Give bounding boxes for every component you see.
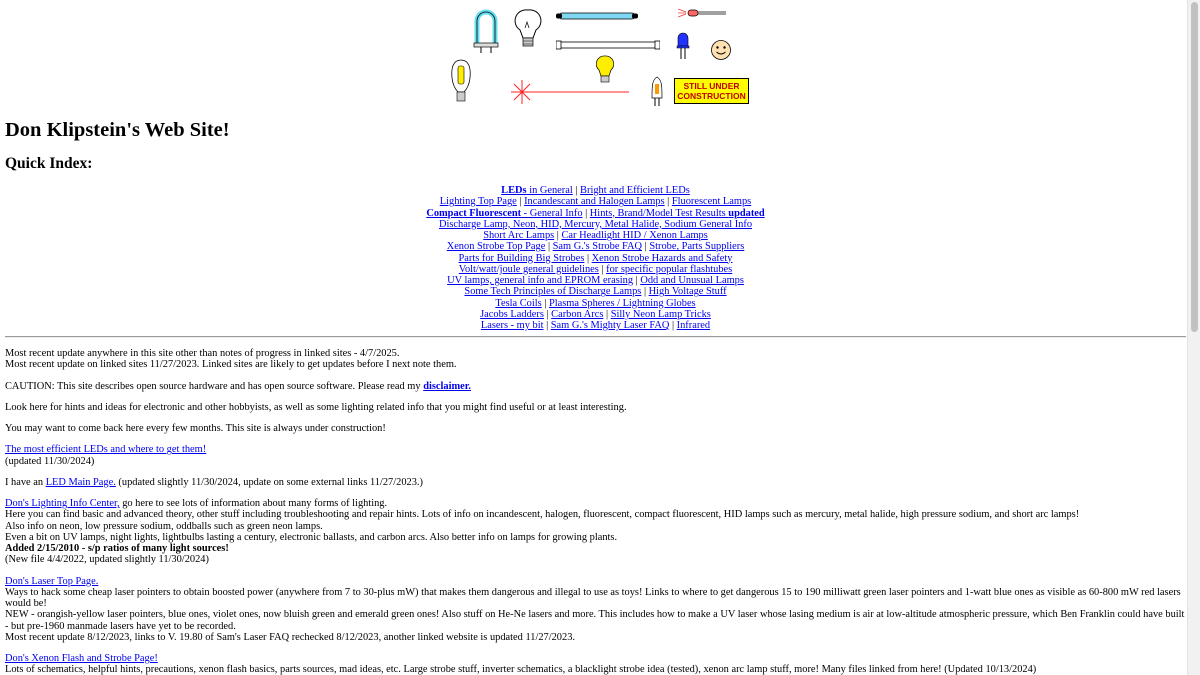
page-content [5,0,1186,675]
index-link[interactable]: UV lamps, general info and EPROM erasing [447,275,634,286]
index-row [5,275,1186,286]
led-main-prefix: I have an [5,476,46,488]
index-link[interactable]: Compact Fluorescent - General Info [426,207,583,219]
index-link[interactable]: Fluorescent Lamps [671,196,752,208]
index-row [5,185,1186,196]
under-construction-sign [674,78,749,104]
index-link[interactable]: Short Arc Lamps [483,230,555,241]
red-led-icon [678,6,728,20]
hid-lamp-icon [449,58,473,104]
index-row [5,309,1186,320]
index-link[interactable]: Lasers - my bit [480,320,544,331]
smiley-face-icon [710,39,732,61]
lighting-added: Added 2/15/2010 - s/p ratios of many light sources! [5,543,229,554]
index-link[interactable]: Discharge Lamp, Neon, HID, Mercury, Metal Halide, Sodium General Info [438,218,753,230]
main-text [5,348,1186,675]
index-separator: | [545,241,553,253]
index-link[interactable]: for specific popular flashtubes [606,263,733,275]
led-main-section [5,477,1186,488]
lighting-line-2: Here you can find basic and advanced theory, other stuff including troubleshooting and repair hints. Lots of info on incandescent, halogen, fluorescent, compact fluorescent, HID lamps such as mercury, metal halide, high pressure sodium, and short arc lamps! [5,509,1080,521]
index-link[interactable]: Plasma Spheres / Lightning Globes [548,297,696,309]
index-link[interactable]: Carbon Arcs [551,308,604,320]
index-row [5,241,1186,252]
index-row [5,286,1186,297]
page-title: Don Klipstein's Web Site! [5,119,230,141]
led-main-link[interactable]: LED Main Page. [45,476,116,488]
index-separator: | [554,230,562,241]
index-separator: | [516,196,525,208]
index-link[interactable]: Jacobs Ladders [480,308,544,320]
index-link[interactable]: Bright and Efficient LEDs [580,185,690,196]
incandescent-bulb-icon [514,8,542,50]
banner [5,0,1186,112]
index-row [5,196,1186,207]
index-row [5,219,1186,230]
index-link[interactable]: Xenon Strobe Top Page [446,241,546,253]
divider [5,336,1186,338]
index-separator: | [669,320,677,331]
index-separator: | [603,308,611,320]
efficient-leds-section [5,444,1186,467]
lighting-new-file: (New file 4/4/2022, updated slightly 11/30/2024) [5,554,209,566]
index-separator: | [664,196,672,208]
index-row [5,253,1186,264]
strobe-line-2: Lots of schematics, helpful hints, precautions, xenon flash basics, parts sources, mad ideas, etc. Large strobe stuff, inverter schematics, a blacklight strobe idea (tested), xenon arc lamp stuff, more! Many files linked from here! (Updated 10/13/2024) [5,664,1037,675]
quick-index [5,185,1186,331]
index-row [5,298,1186,309]
index-row [5,320,1186,331]
index-separator: | [543,308,552,320]
caution-paragraph [5,381,1186,392]
index-separator: | [641,286,649,298]
index-link[interactable]: Xenon Strobe Hazards and Safety [591,252,733,264]
strobe-section [5,653,1186,675]
scrollbar-thumb[interactable] [1191,2,1198,332]
index-link[interactable]: Silly Neon Lamp Tricks [610,308,711,320]
laser-line-2: Ways to hack some cheap laser pointers to obtain boosted power (anywhere from 7 to 30-plus mW) that makes them dangerous and illegal to use as toys! Links to where to get dangerous 15 to 190 milliwatt green laser pointers and 1-watt blue ones as visible as 60-800 mW red lasers would be! [5,586,1181,609]
flashtube-icon [650,76,664,108]
index-separator: | [541,297,549,309]
index-link[interactable]: Car Headlight HID / Xenon Lamps [561,230,708,241]
index-link[interactable]: Tesla Coils [495,297,542,309]
index-link[interactable]: Strobe, Parts Suppliers [649,241,745,253]
index-link[interactable]: Sam G.'s Strobe FAQ [552,241,643,253]
lighting-line-3: Also info on neon, low pressure sodium, oddballs such as green neon lamps. [5,520,323,532]
laser-line-4: Most recent update 8/12/2023, links to V. 19.80 of Sam's Laser FAQ rechecked 8/12/2023, another linked website is updated 11/27/2023. [5,631,575,643]
intro-paragraph: Look here for hints and ideas for electronic and other hobbyists, as well as some lighting related info that you might find useful or at least interesting. [5,401,627,413]
index-separator: | [633,275,641,286]
blue-led-icon [676,32,690,60]
index-link[interactable]: Incandescant and Halogen Lamps [524,196,665,208]
lighting-section [5,498,1186,566]
index-link[interactable]: Volt/watt/joule general guidelines [458,263,599,275]
white-tube-icon [556,40,660,50]
index-separator: | [598,263,607,275]
fluorescent-tube-icon [556,11,638,21]
index-link[interactable]: Lighting Top Page [439,196,517,208]
index-separator: | [584,252,592,264]
laser-section [5,576,1186,644]
update-line-2: Most recent update on linked sites 11/27/2023. Linked sites are likely to get updates before I next note them. [5,359,457,371]
disclaimer-link[interactable]: disclaimer. [423,380,471,392]
index-link[interactable]: Hints, Brand/Model Test Results updated [589,207,765,219]
index-link[interactable]: LEDs in General [501,185,573,196]
led-main-suffix: (updated slightly 11/30/2024, update on some external links 11/27/2023.) [115,476,423,488]
index-link[interactable]: Parts for Building Big Strobes [458,252,585,264]
efficient-leds-updated: (updated 11/30/2024) [5,455,95,467]
caution-text: CAUTION: This site describes open source hardware and has open source software. Please read my [5,380,424,392]
index-row [5,208,1186,219]
index-link[interactable]: Odd and Unusual Lamps [640,275,744,286]
vertical-scrollbar[interactable] [1187,0,1200,675]
index-separator: | [572,185,581,196]
index-link[interactable]: Infrared [676,320,711,331]
construction-line-1: STILL UNDER [683,81,740,91]
update-notes [5,348,1186,371]
index-link[interactable]: Some Tech Principles of Discharge Lamps [464,286,642,298]
strobe-page-link[interactable]: Don's Xenon Flash and Strobe Page! [5,653,158,664]
index-link[interactable]: Sam G.'s Mighty Laser FAQ [550,320,670,331]
laser-top-page-link[interactable]: Don's Laser Top Page. [5,575,99,587]
u-tube-lamp-icon [471,7,501,55]
laser-beam-icon [509,78,631,106]
index-separator: | [582,207,590,219]
come-back-paragraph: You may want to come back here every few months. This site is always under construction! [5,423,386,434]
update-line-1: Most recent update anywhere in this site other than notes of progress in linked sites - 4/7/2025. [5,348,400,359]
lighting-center-link[interactable]: Don's Lighting Info Center, [5,498,120,509]
index-link[interactable]: High Voltage Stuff [648,286,727,298]
laser-line-3: NEW - orangish-yellow laser pointers, blue ones, violet ones, now bluish green and emerald green ones! Also stuff on He-Ne lasers and more. This includes how to make a UV laser whose lasing medium is air at low-altitude atmospheric pressure, which Ben Franklin could have built - but pre-1960 manmade lasers have yet to be recorded. [5,609,1185,632]
index-row [5,264,1186,275]
lighting-suffix: go here to see lots of information about many forms of lighting. [119,498,388,509]
quick-index-heading: Quick Index: [5,155,93,172]
index-row [5,230,1186,241]
construction-line-2: CONSTRUCTION [677,91,746,101]
index-separator: | [543,320,551,331]
lighting-line-4: Even a bit on UV lamps, night lights, lightbulbs lasting a century, electronic ballasts, and carbon arcs. Also better info on lamps for growing plants. [5,531,618,543]
efficient-leds-link[interactable]: The most efficient LEDs and where to get them! [5,444,207,456]
index-separator: | [642,241,650,253]
